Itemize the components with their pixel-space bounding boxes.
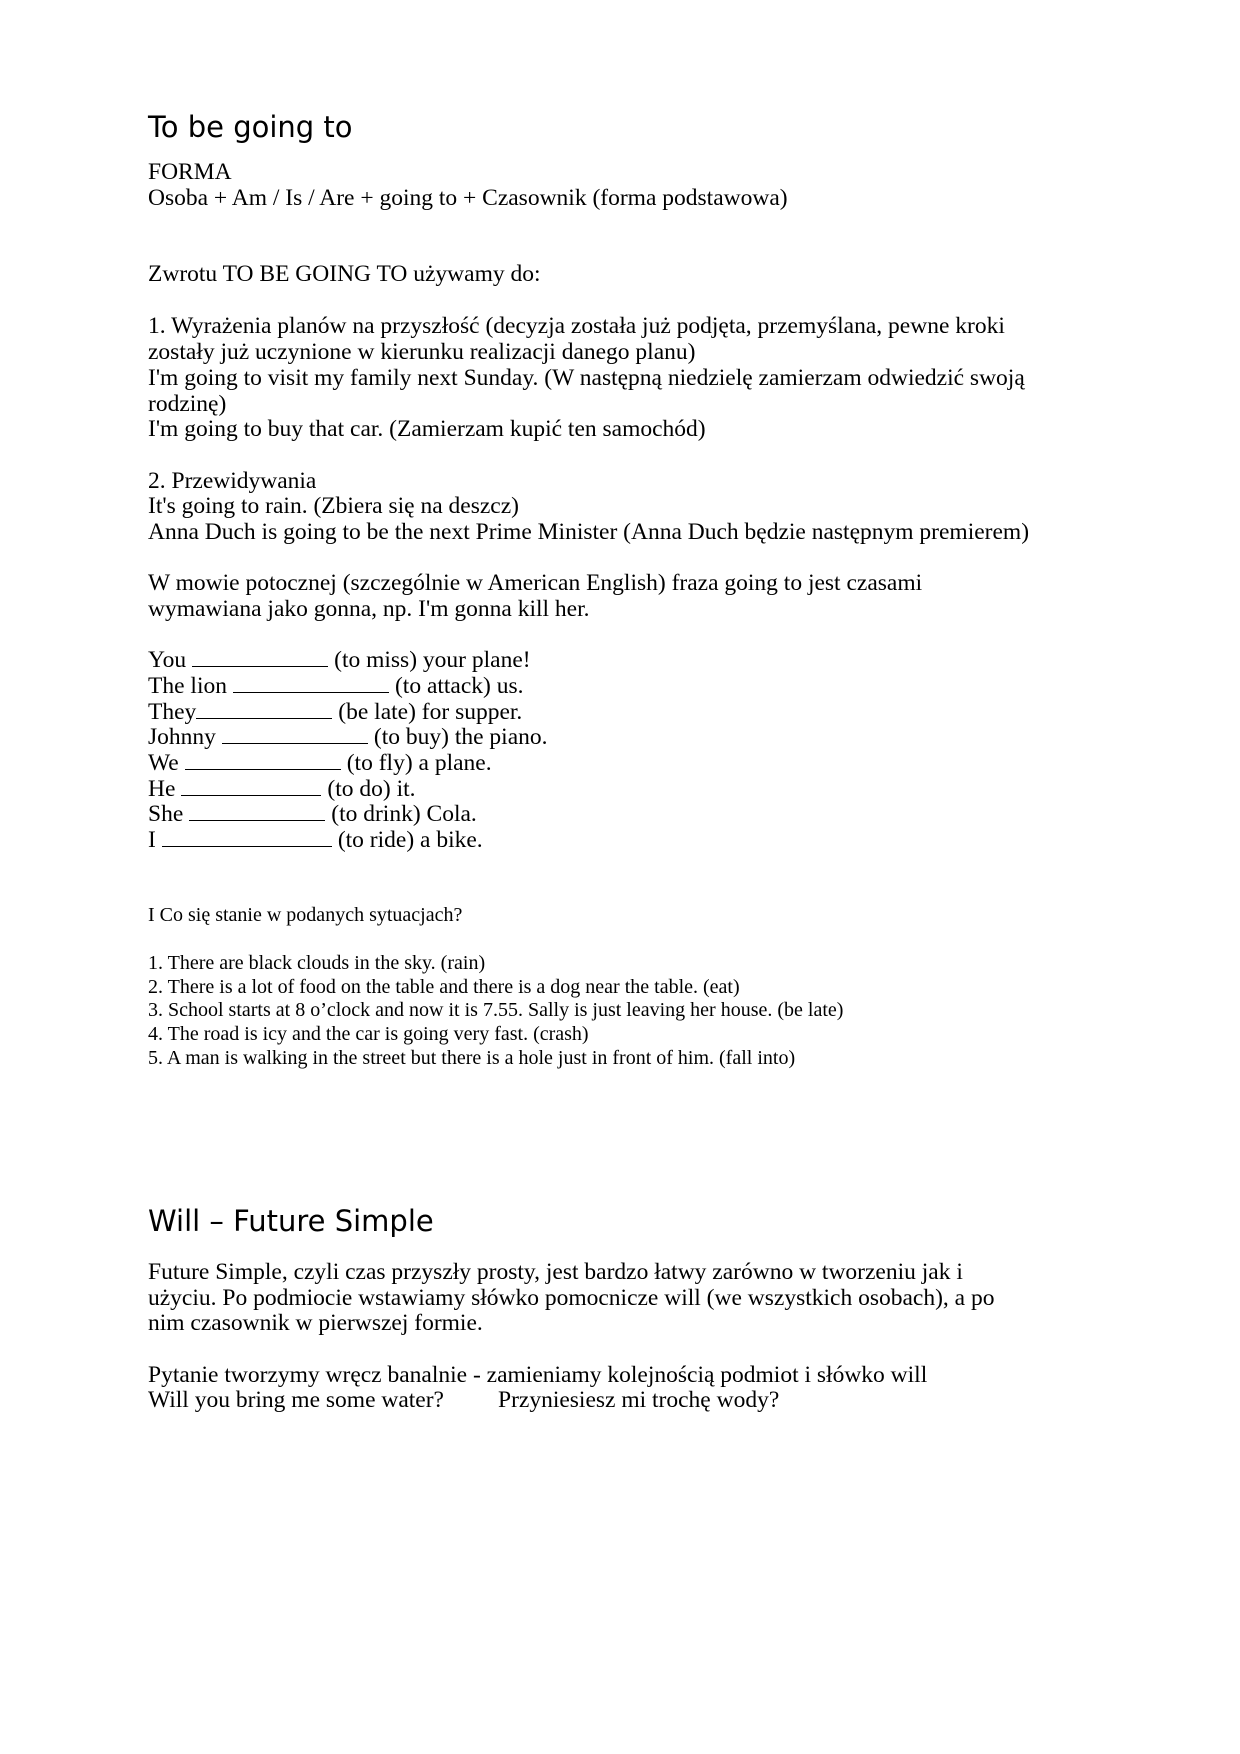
forma-rule: Osoba + Am / Is / Are + going to + Czasownik (forma podstawowa) <box>148 185 788 211</box>
answer-blank[interactable] <box>192 646 328 667</box>
colloquial-note-line2: wymawiana jako gonna, np. I'm gonna kill her. <box>148 596 590 622</box>
point2-example2: Anna Duch is going to be the next Prime Minister (Anna Duch będzie następnym premierem) <box>148 519 1030 545</box>
fill-in-subject: They <box>148 699 197 725</box>
question-example: Will you bring me some water? <box>148 1387 444 1413</box>
exercise-item: 3. School starts at 8 o’clock and now it is 7.55. Sally is just leaving her house. (be late) <box>148 999 844 1021</box>
exercise-item: 2. There is a lot of food on the table and there is a dog near the table. (eat) <box>148 976 740 998</box>
fill-in-hint: (to attack) us. <box>394 673 524 699</box>
fill-in-row <box>148 749 492 778</box>
answer-blank[interactable] <box>222 723 368 744</box>
fill-in-row <box>148 646 531 675</box>
fill-in-hint: (to miss) your plane! <box>334 647 531 673</box>
will-intro-line2: użyciu. Po podmiocie wstawiamy słówko pomocnicze will (we wszystkich osobach), a po <box>148 1285 995 1311</box>
exercise-item: 4. The road is icy and the car is going very fast. (crash) <box>148 1023 589 1045</box>
fill-in-subject: I <box>148 827 156 853</box>
answer-blank[interactable] <box>196 698 332 719</box>
exercise-title: I Co się stanie w podanych sytuacjach? <box>148 904 463 926</box>
will-intro-line3: nim czasownik w pierwszej formie. <box>148 1310 483 1336</box>
fill-in-subject: He <box>148 776 176 802</box>
fill-in-subject: We <box>148 750 179 776</box>
fill-in-subject: She <box>148 801 184 827</box>
answer-blank[interactable] <box>162 826 332 847</box>
section-title-going-to: To be going to <box>148 110 353 144</box>
will-intro-line1: Future Simple, czyli czas przyszły prosty, jest bardzo łatwy zarówno w tworzeniu jak i <box>148 1259 963 1285</box>
exercise-item: 5. A man is walking in the street but there is a hole just in front of him. (fall into) <box>148 1047 796 1069</box>
fill-in-hint: (to ride) a bike. <box>337 827 483 853</box>
point1-example2: I'm going to buy that car. (Zamierzam kupić ten samochód) <box>148 416 706 442</box>
section-title-will: Will – Future Simple <box>148 1204 434 1238</box>
colloquial-note-line1: W mowie potocznej (szczególnie w American English) fraza going to jest czasami <box>148 570 923 596</box>
fill-in-subject: You <box>148 647 187 673</box>
point1-heading-line2: zostały już uczynione w kierunku realizacji danego planu) <box>148 339 696 365</box>
fill-in-hint: (to do) it. <box>327 776 416 802</box>
answer-blank[interactable] <box>185 749 341 770</box>
point1-example1-line2: rodzinę) <box>148 391 227 417</box>
fill-in-hint: (to buy) the piano. <box>373 724 548 750</box>
fill-in-subject: Johnny <box>148 724 216 750</box>
point2-example1: It's going to rain. (Zbiera się na deszcz) <box>148 493 519 519</box>
forma-label: FORMA <box>148 159 232 185</box>
question-example-row <box>148 1386 779 1415</box>
fill-in-hint: (to fly) a plane. <box>346 750 492 776</box>
fill-in-subject: The lion <box>148 673 227 699</box>
question-translation: Przyniesiesz mi trochę wody? <box>498 1387 780 1413</box>
fill-in-row <box>148 723 548 752</box>
usage-intro: Zwrotu TO BE GOING TO używamy do: <box>148 261 541 287</box>
question-rule: Pytanie tworzymy wręcz banalnie - zamieniamy kolejnością podmiot i słówko will <box>148 1362 928 1388</box>
exercise-item: 1. There are black clouds in the sky. (rain) <box>148 952 486 974</box>
answer-blank[interactable] <box>181 775 321 796</box>
fill-in-hint: (to drink) Cola. <box>331 801 477 827</box>
point2-heading: 2. Przewidywania <box>148 468 317 494</box>
point1-heading-line1: 1. Wyrażenia planów na przyszłość (decyzja została już podjęta, przemyślana, pewne kroki <box>148 313 1005 339</box>
answer-blank[interactable] <box>189 800 325 821</box>
fill-in-hint: (be late) for supper. <box>338 699 523 725</box>
fill-in-row <box>148 672 524 701</box>
fill-in-row <box>148 826 483 855</box>
point1-example1-line1: I'm going to visit my family next Sunday. (W następną niedzielę zamierzam odwiedzić swoją <box>148 365 1025 391</box>
answer-blank[interactable] <box>233 672 389 693</box>
fill-in-row <box>148 800 477 829</box>
